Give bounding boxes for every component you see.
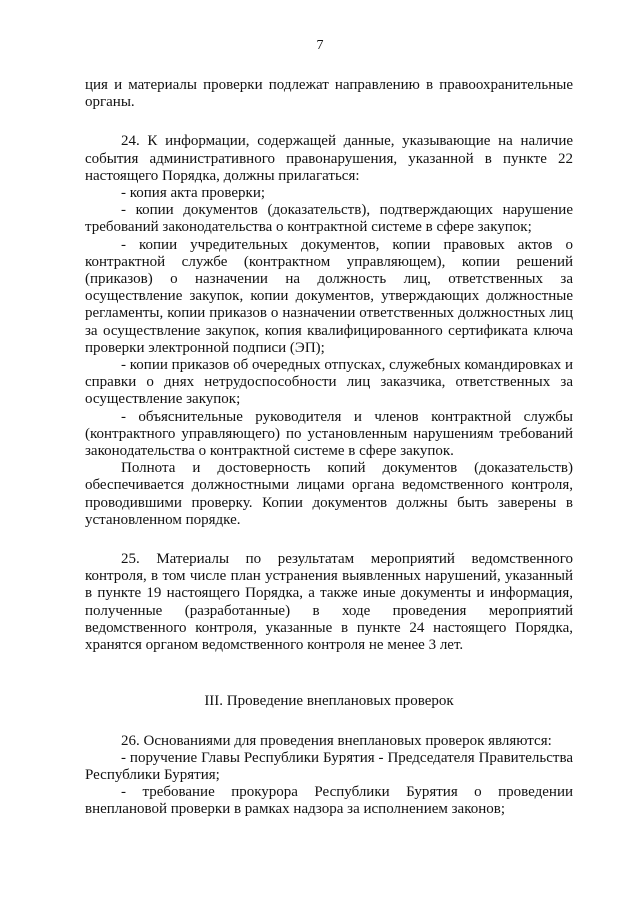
page-number: 7 <box>316 38 324 53</box>
section-24-item: - копия акта проверки; <box>121 185 266 202</box>
spacer <box>85 529 573 551</box>
spacer <box>85 711 573 733</box>
section-24-item: - копии документов (доказательств), подтверждающих нарушение требований законодательства о контрактной системе в сфере закупок; <box>85 202 573 236</box>
spacer <box>85 654 573 676</box>
section-24-item: - копии приказов об очередных отпусках, служебных командировках и справки о днях нетрудоспособности лиц заказчика, ответственных за осуществление закупок; <box>85 357 573 408</box>
section-24-item: - копии учредительных документов, копии правовых актов о контрактной службе (контрактном управляющем), копии решений (приказов) о назначении на должность лиц, ответственных за осуществление закупок, копии документов, утверждающих должностные регламенты, копии приказов о назначении ответственных должностных лиц за осуществление закупок, копия квалифицированного сертификата ключа проверки электронной подписи (ЭП); <box>85 236 573 356</box>
section-24-item: - объяснительные руководителя и членов контрактной службы (контрактного управляющего) по установленным нарушениям требований законодательства о контрактной системе в сфере закупок. <box>85 408 573 460</box>
section-26-lead: 26. Основаниями для проведения внеплановых проверок являются: <box>121 732 552 749</box>
section-24-closing: Полнота и достоверность копий документов (доказательств) обеспечивается должностными лицами органа ведомственного контроля, проводившими проверку. Копии документов должны быть заверены в установленном порядке. <box>85 460 573 528</box>
section-25-paragraph: 25. Материалы по результатам мероприятий ведомственного контроля, в том числе план устранения выявленных нарушений, указанный в пункте 19 настоящего Порядка, а также иные документы и информация, полученные (разработанные) в ходе проведения мероприятий ведомственного контроля, указанные в пункте 24 настоящего Порядка, хранятся органом ведомственного контроля не менее 3 лет. <box>85 551 573 654</box>
section-3-heading: III. Проведение внеплановых проверок <box>204 693 454 710</box>
spacer <box>85 676 573 693</box>
section-26-item: - требование прокурора Республики Бурятия о проведении внеплановой проверки в рамках надзора за исполнением законов; <box>85 784 573 818</box>
section-26-item: - поручение Главы Республики Бурятия - Председателя Правительства Республики Бурятия; <box>85 749 573 783</box>
spacer <box>85 111 573 133</box>
section-24-lead: 24. К информации, содержащей данные, указывающие на наличие события административного правонарушения, указанной в пункте 22 настоящего Порядка, должны прилагаться: <box>85 133 573 184</box>
intro-paragraph: ция и материалы проверки подлежат направлению в правоохранительные органы. <box>85 77 573 111</box>
document-body <box>85 77 573 819</box>
